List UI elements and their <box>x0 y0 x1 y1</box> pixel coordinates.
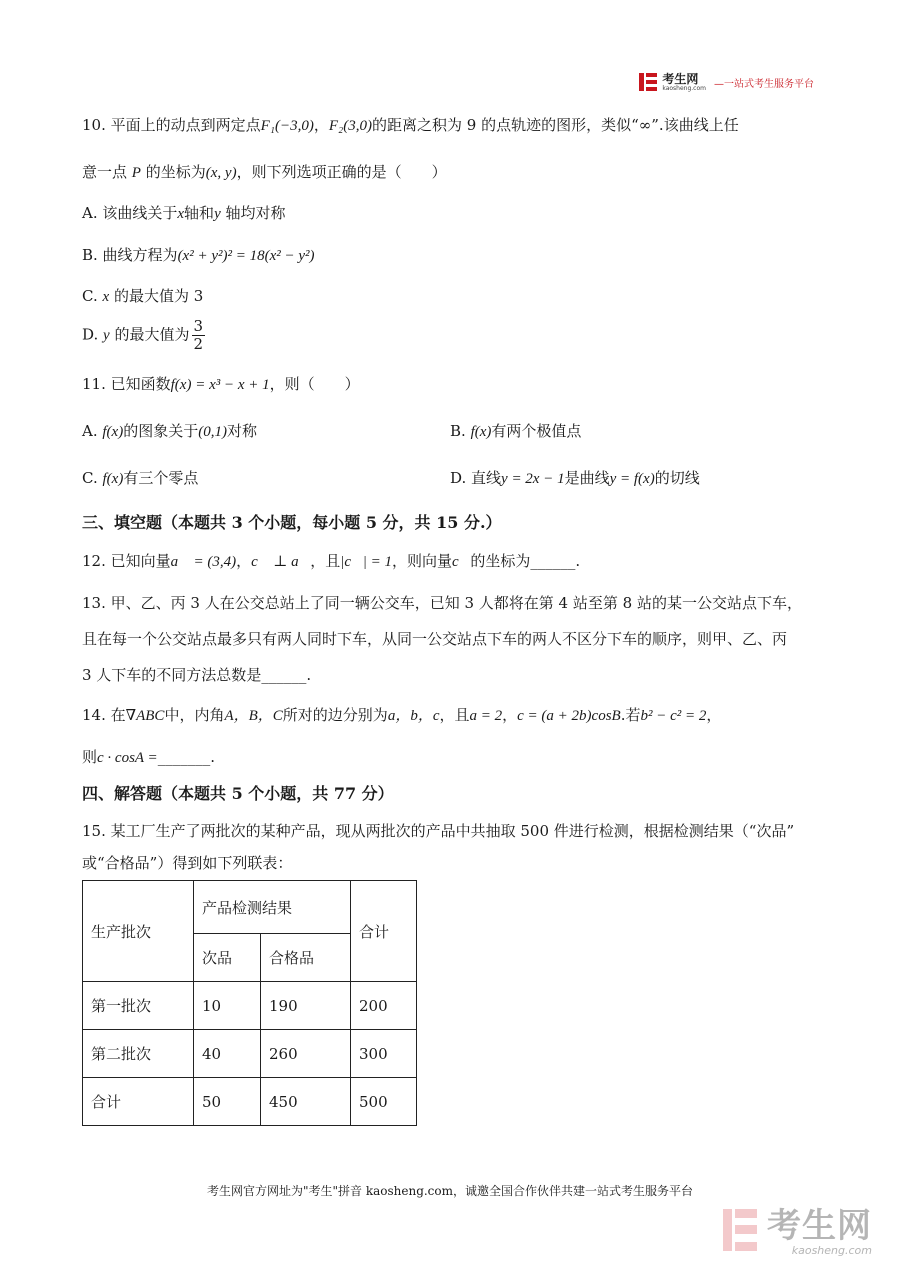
header-slogan: —一站式考生服务平台 <box>714 78 814 90</box>
cell-defect: 10 <box>194 982 261 1030</box>
q13-line3: 3 人下车的不同方法总数是______. <box>82 666 312 684</box>
q13-line2: 且在每一个公交站点最多只有两人同时下车，从同一公交站点下车的两人不区分下车的顺序，则甲、乙、丙 <box>82 630 788 648</box>
cell-pass: 190 <box>261 982 351 1030</box>
table-header-row <box>83 881 417 934</box>
cell-defect: 40 <box>194 1030 261 1078</box>
q11-option-d: D. 直线y = 2x − 1是曲线y = f(x)的切线 <box>450 469 700 487</box>
header-pass: 合格品 <box>261 934 351 982</box>
q14-line1: 14. 在∇ABC中，内角A，B，C所对的边分别为a，b，c，且a = 2，c = (a + 2b)cosB.若b² − c² = 2， <box>82 706 722 724</box>
q13-line1: 13. 甲、乙、丙 3 人在公交总站上了同一辆公交车，已知 3 人都将在第 4 站至第 8 站的某一公交站点下车， <box>82 594 802 612</box>
fraction-3-over-2: $\frac{3}{2}$ <box>193 317 204 353</box>
q11-option-a: A. f(x)的图象关于(0,1)对称 <box>82 422 257 440</box>
cell-total: 200 <box>351 982 417 1030</box>
q14-line2: 则c · cosA =_______. <box>82 748 215 766</box>
header-batch: 生产批次 <box>83 881 194 982</box>
footer-text: 考生网官方网址为"考生"拼音 kaosheng.com，诚邀全国合作伙伴共建一站式考生服务平台 <box>206 1184 694 1198</box>
q10-option-a: A. 该曲线关于x轴和y 轴均对称 <box>82 204 286 222</box>
q15-line2: 或“合格品”）得到如下列联表： <box>82 854 293 872</box>
table-row <box>83 982 417 1030</box>
logo-name: 考生网 <box>662 71 699 86</box>
table-row <box>83 1078 417 1126</box>
q10-line1: 10. 平面上的动点到两定点F₁(−3,0)，F₂(3,0)的距离之积为 9 的点轨迹的图形，类似“∞”.该曲线上任 <box>82 116 739 134</box>
watermark <box>721 1205 872 1259</box>
q11-option-b: B. f(x)有两个极值点 <box>450 422 582 440</box>
watermark-domain: kaosheng.com <box>791 1243 872 1257</box>
row-label: 第二批次 <box>83 1030 194 1078</box>
header-logo <box>638 72 814 92</box>
cell-defect: 50 <box>194 1078 261 1126</box>
table-row <box>83 1030 417 1078</box>
row-label: 第一批次 <box>83 982 194 1030</box>
watermark-logo-icon <box>721 1205 759 1259</box>
q11-stem: 11. 已知函数f(x) = x³ − x + 1，则（ ） <box>82 375 360 393</box>
q10-option-d: D. y 的最大值为 $\frac{3}{2}$ <box>82 317 204 353</box>
row-label: 合计 <box>83 1078 194 1126</box>
header-defect: 次品 <box>194 934 261 982</box>
cell-pass: 450 <box>261 1078 351 1126</box>
q10-option-b: B. 曲线方程为(x² + y²)² = 18(x² − y²) <box>82 246 315 264</box>
section-3-heading: 三、填空题（本题共 3 个小题，每小题 5 分，共 15 分.） <box>82 513 502 532</box>
cell-total: 500 <box>351 1078 417 1126</box>
kaosheng-logo-icon <box>638 72 658 92</box>
q10-line2: 意一点 P 的坐标为(x, y)，则下列选项正确的是（ ） <box>82 163 447 181</box>
q15-line1: 15. 某工厂生产了两批次的某种产品，现从两批次的产品中共抽取 500 件进行检测，根据检测结果（“次品” <box>82 822 795 840</box>
contingency-table <box>82 880 417 1126</box>
q12-text: 12. 已知向量a⃗ = (3,4)，c⃗ ⊥ a⃗，且|c⃗| = 1，则向量c⃗的坐标为______. <box>82 552 581 570</box>
cell-pass: 260 <box>261 1030 351 1078</box>
watermark-name: 考生网 <box>767 1205 872 1246</box>
cell-total: 300 <box>351 1030 417 1078</box>
q10-option-c: C. x 的最大值为 3 <box>82 287 204 305</box>
header-result: 产品检测结果 <box>194 881 351 934</box>
section-4-heading: 四、解答题（本题共 5 个小题，共 77 分） <box>82 784 394 803</box>
q11-option-c: C. f(x)有三个零点 <box>82 469 199 487</box>
logo-domain: kaosheng.com <box>662 84 706 92</box>
header-total: 合计 <box>351 881 417 982</box>
